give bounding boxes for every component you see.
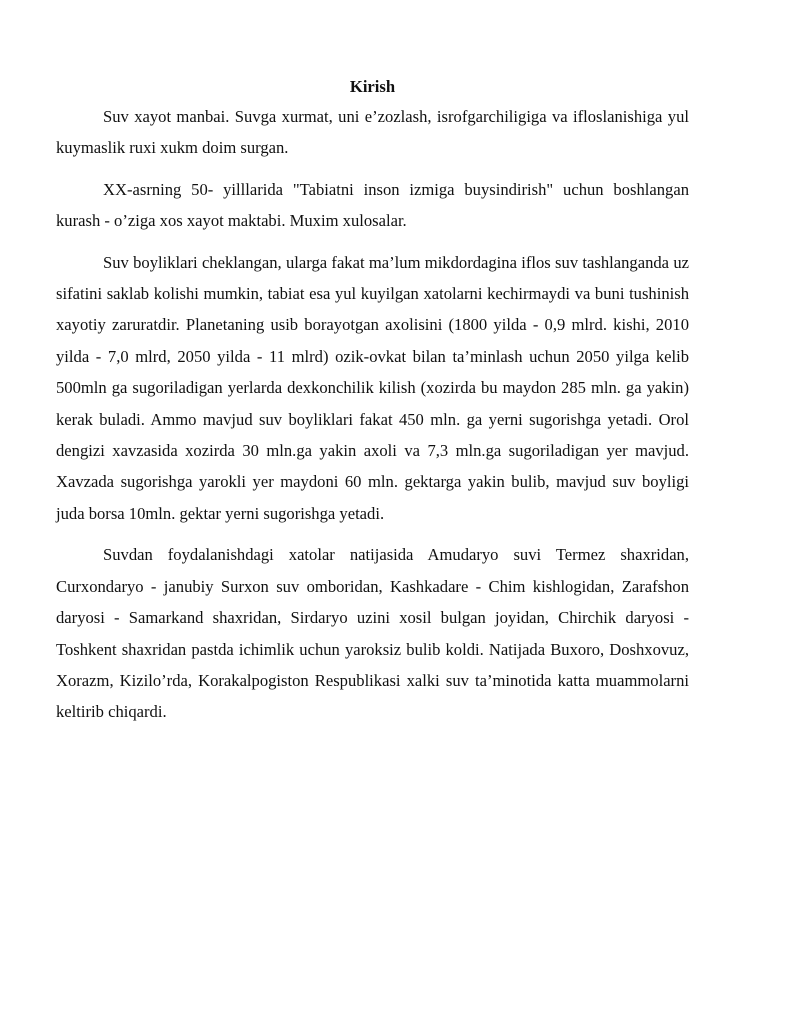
paragraph: Suvdan foydalanishdagi xatolar natijasida Amudaryo suvi Termez shaxridan, Curxondaryo - janubiy Surxon suv omboridan, Kashkadare - Chim kishlogidan, Zarafshon daryosi - Samarkand shaxridan, Sirdaryo uzini xosil bulgan joyidan, Chirchik daryosi - Toshkent shaxridan pastda ichimlik uchun yaroksiz bulib koldi. Natijada Buxoro, Doshxovuz, Xorazm, Kizilo’rda, Korakalpogiston Respublikasi xalki suv ta’minotida katta muammolarni keltirib chiqardi. <box>56 545 689 722</box>
paragraph: XX-asrning 50- yilllarida "Tabiatni inson izmiga buysindirish" uchun boshlangan kurash - o’ziga xos xayot maktabi. Muxim xulosalar. <box>56 179 689 231</box>
paragraph: Suv boyliklari cheklangan, ularga fakat ma’lum mikdordagina iflos suv tashlanganda uz sifatini saklab kolishi mumkin, tabiat esa yul kuyilgan xatolarni kechirmaydi va buni tushinish xayotiy zaruratdir. Planetaning usib borayotgan axolisini (1800 yilda - 0,9 mlrd. kishi, 2010 yilda - 7,0 mlrd, 2050 yilda - 11 mlrd) ozik-ovkat bilan ta’minlash uchun 2050 yilga kelib 500mln ga sugoriladigan yerlarda dexkonchilik kilish (xozirda bu maydon 285 mln. ga yakin) kerak buladi. Ammo mavjud suv boyliklari fakat 450 mln. ga yerni sugorishga yetadi. Orol dengizi xavzasida xozirda 30 mln.ga yakin axoli va 7,3 mln.ga sugoriladigan yer mavjud. Xavzada sugorishga yarokli yer maydoni 60 mln. gektarga yakin bulib, mavjud suv boyligi juda borsa 10mln. gektar yerni sugorishga yetadi. <box>56 252 689 523</box>
document-title: Kirish <box>349 77 396 96</box>
paragraph: Suv xayot manbai. Suvga xurmat, uni e’zozlash, isrofgarchiligiga va ifloslanishiga yul kuymaslik ruxi xukm doim surgan. <box>56 107 689 158</box>
document-body <box>56 73 689 738</box>
